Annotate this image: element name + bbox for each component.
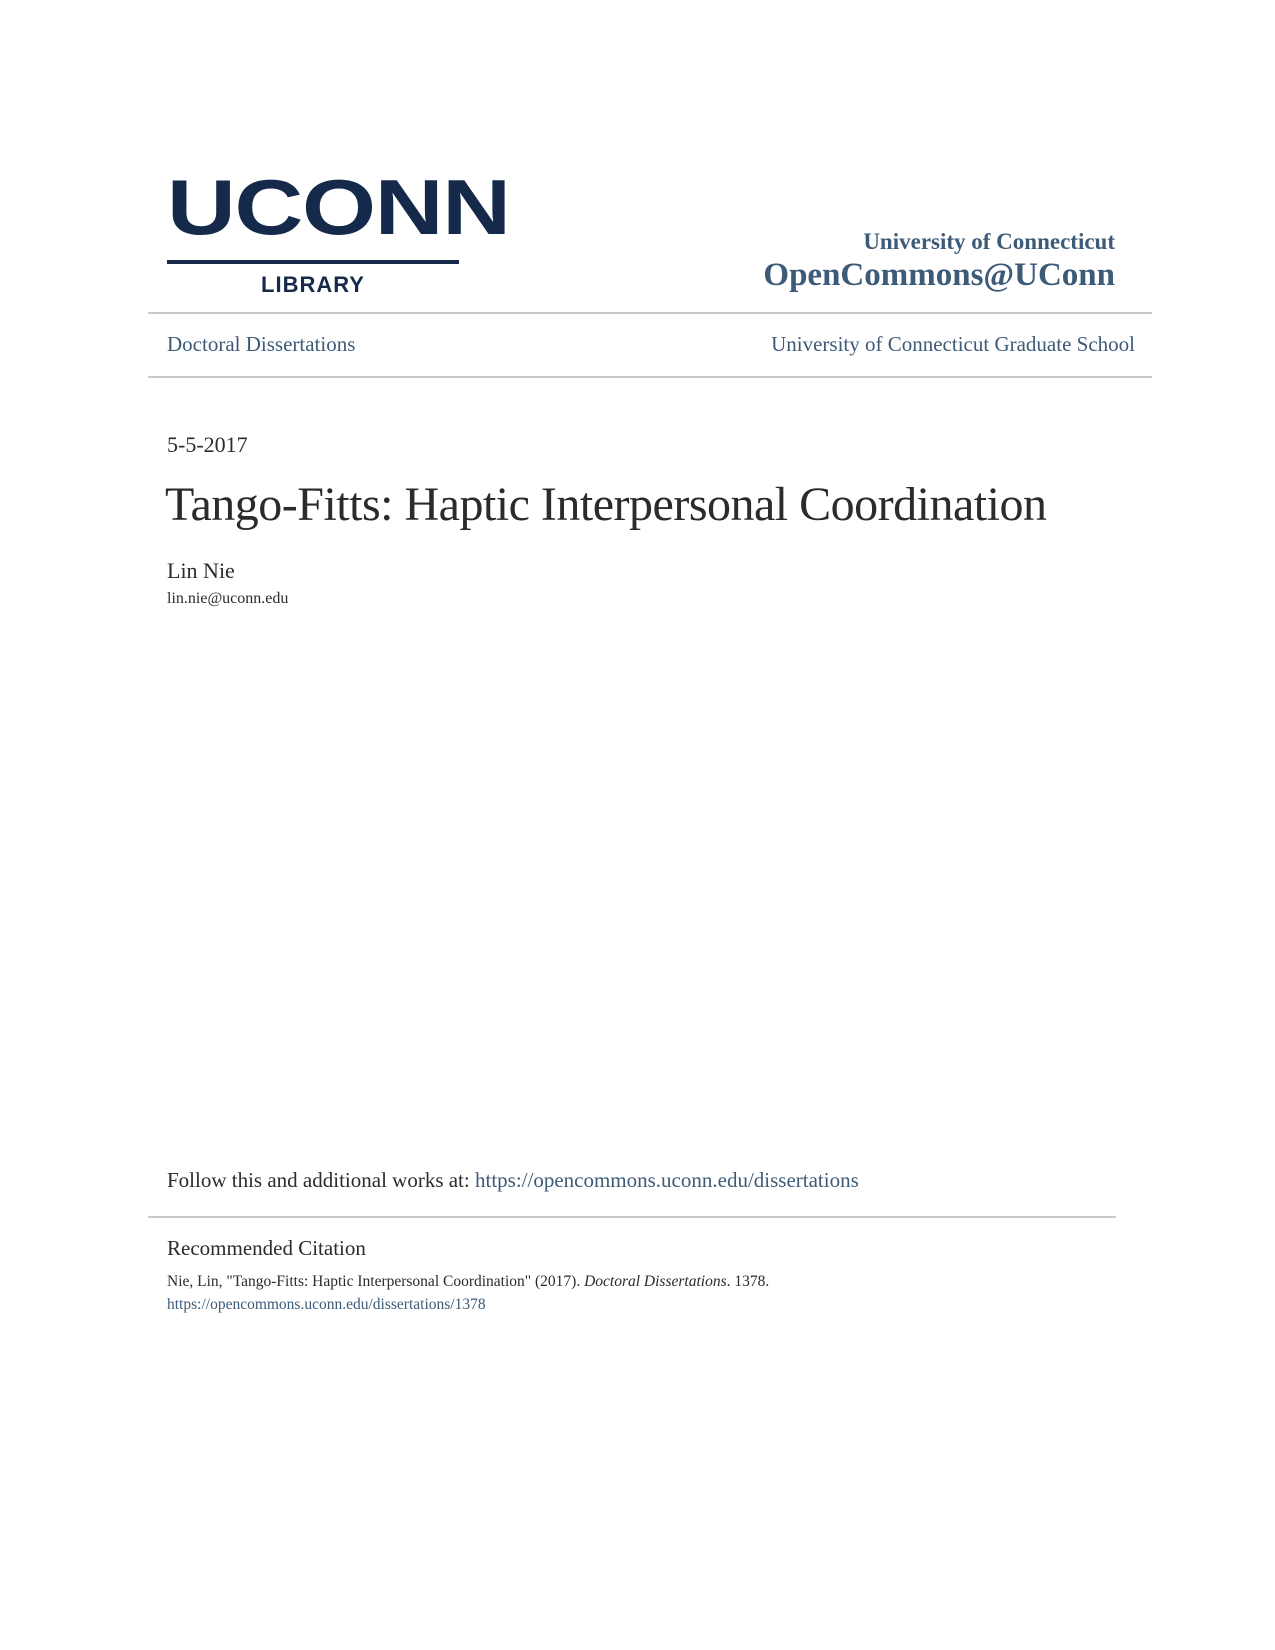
author-name: Lin Nie [167,558,235,583]
logo-rule [167,260,459,264]
citation-journal: Doctoral Dissertations [584,1273,727,1290]
citation-link[interactable]: https://opencommons.uconn.edu/dissertations/1378 [167,1296,486,1313]
citation-number: . 1378. [726,1273,770,1290]
repository-university: University of Connecticut [863,229,1115,254]
collection-link[interactable]: Doctoral Dissertations [167,332,356,356]
publication-date: 5-5-2017 [167,432,248,457]
repository-header [763,228,1115,295]
citation-heading: Recommended Citation [167,1236,366,1260]
repository-name[interactable]: OpenCommons@UConn [763,256,1115,293]
header-divider-bottom [148,376,1152,378]
follow-line [167,1168,859,1193]
document-title: Tango-Fitts: Haptic Interpersonal Coordination [165,478,1047,531]
graduate-school-link[interactable]: University of Connecticut Graduate School [771,332,1135,356]
follow-text: Follow this and additional works at: [167,1168,475,1192]
citation-divider [148,1216,1116,1218]
follow-link[interactable]: https://opencommons.uconn.edu/dissertations [474,1168,859,1192]
citation-body [167,1270,769,1316]
uconn-library-logo [167,163,510,298]
author-email[interactable]: lin.nie@uconn.edu [167,590,289,607]
header-divider-top [148,312,1152,314]
citation-text: Nie, Lin, "Tango-Fitts: Haptic Interpersonal Coordination" (2017). [167,1273,585,1290]
logo-wordmark: UCONN [167,163,510,251]
logo-subtitle: LIBRARY [261,272,365,297]
